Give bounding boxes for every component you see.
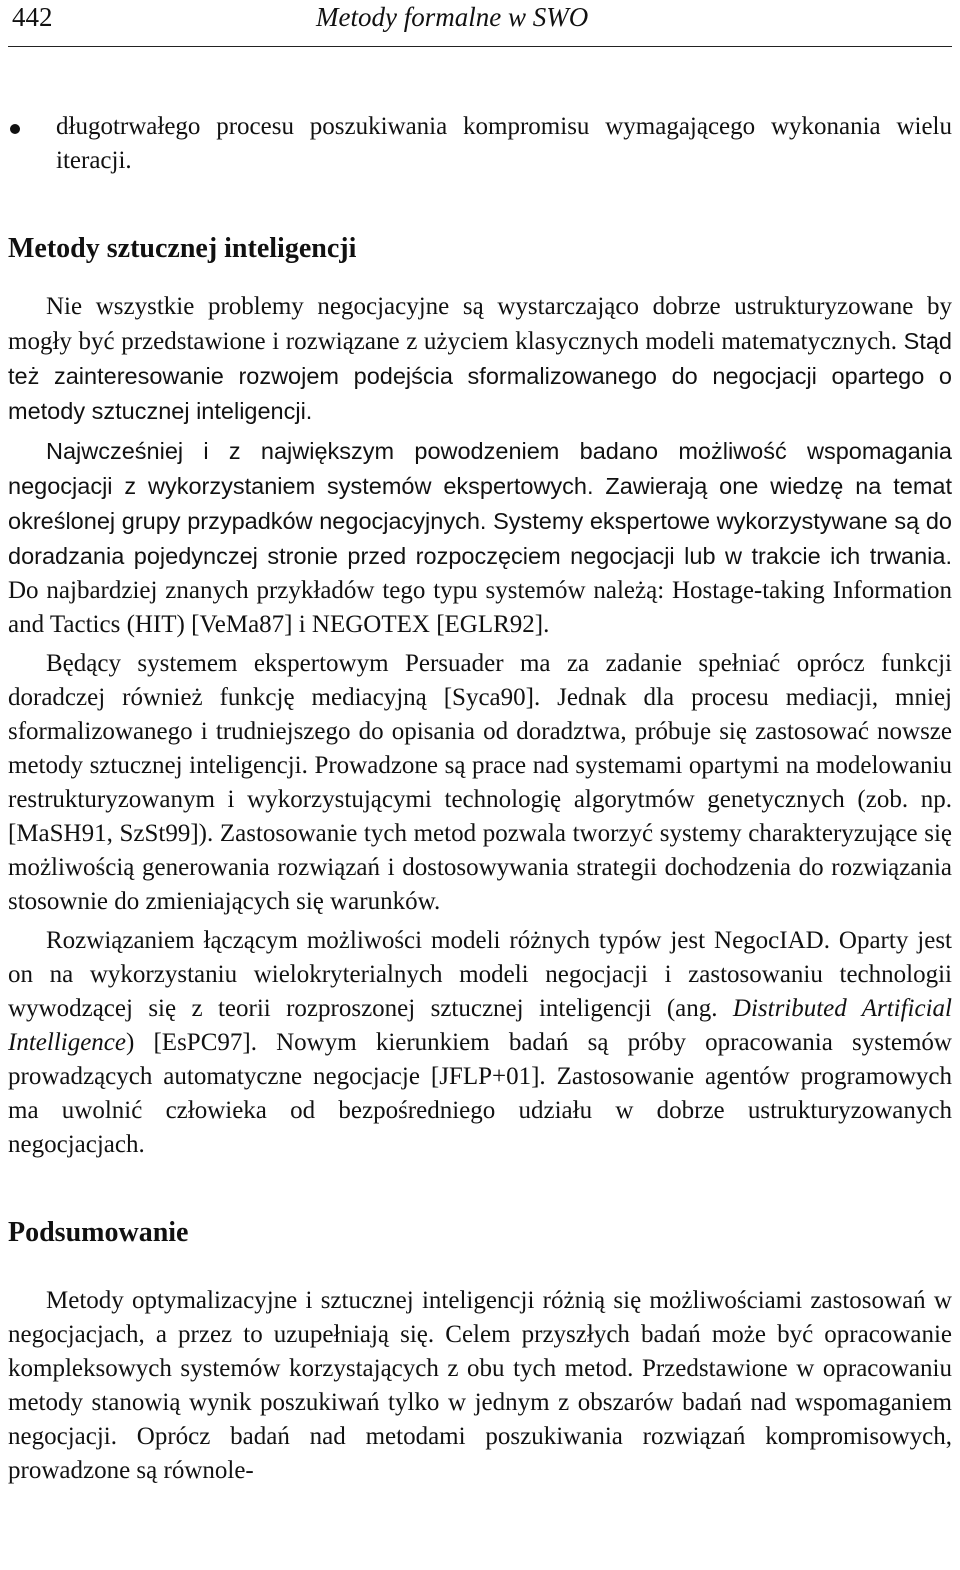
bullet-list-item	[8, 110, 952, 178]
paragraph	[8, 924, 952, 1162]
bullet-text: długotrwałego procesu poszukiwania kompromisu wymagającego wykonania wielu iteracji.	[56, 113, 952, 174]
page-number: 442	[12, 2, 53, 32]
paragraph	[8, 290, 952, 429]
paragraph: Będący systemem ekspertowym Persuader ma za zadanie spełniać oprócz funkcji doradczej również funkcję mediacyjną [Syca90]. Jednak dla procesu mediacji, mniej sformalizowanego i trudniejszego do opisania od doradztwa, próbuje się zastosować nowsze metody sztucznej inteligencji. Prowadzone są prace nad systemami opartymi na modelowaniu restrukturyzowanym i wykorzystującymi technologię algorytmów genetycznych (zob. np. [MaSH91, SzSt99]). Zastosowanie tych metod pozwala tworzyć systemy charakteryzujące się możliwością generowania rozwiązań i dostosowywania strategii dochodzenia do rozwiązania stosownie do zmieniających się warunków.	[8, 650, 952, 915]
running-header	[8, 0, 952, 47]
paragraph	[8, 434, 952, 642]
paragraph-text-sans: Najwcześniej i z największym powodzeniem badano możliwość wspomagania negocjacji z wykorzystaniem systemów ekspertowych. Zawierają one wiedzę na temat określonej grupy przypadków negocjacyjnych. Systemy ekspertowe wykorzystywane są do doradzania pojedynczej stronie przed rozpoczęciem negocjacji lub w trakcie ich trwania.	[8, 438, 952, 569]
paragraph-text: Do najbardziej znanych przykładów tego typu systemów należą: Hostage-taking Information and Tactics (HIT) [VeMa87] i NEGOTEX [EGLR92].	[8, 577, 952, 638]
paragraph-text-sans: Stąd też zainteresowanie rozwojem podejścia sformalizowanego do negocjacji opartego o metody sztucznej inteligencji.	[8, 328, 952, 424]
bullet-icon	[10, 124, 20, 134]
paragraph-text: ) [EsPC97]. Nowym kierunkiem badań są próby opracowania systemów prowadzących automatyczne negocjacje [JFLP+01]. Zastosowanie agentów programowych ma uwolnić człowieka od bezpośredniego udziału w dobrze ustrukturyzowanych negocjacjach.	[8, 1029, 952, 1158]
paragraph-text: Nie wszystkie problemy negocjacyjne są wystarczająco dobrze ustrukturyzowane by mogły być przedstawione i rozwiązane z użyciem klasycznych modeli matematycznych.	[8, 293, 952, 355]
italic-term: Distributed Artificial Intelligence	[8, 995, 952, 1056]
section-heading-summary: Podsumowanie	[8, 1217, 189, 1248]
section-heading-ai-methods: Metody sztucznej inteligencji	[8, 233, 357, 264]
paragraph: Metody optymalizacyjne i sztucznej inteligencji różnią się możliwościami zastosowań w negocjacjach, a przez to uzupełniają się. Celem przyszłych badań może być opracowanie kompleksowych systemów korzystających z obu tych metod. Przedstawione w opracowaniu metody stanowią wynik poszukiwań tylko w jednym z obszarów badań nad wspomaganiem negocjacji. Oprócz badań nad metodami poszukiwania rozwiązań kompromisowych, prowadzone są równole-	[8, 1287, 952, 1484]
page-content	[8, 110, 952, 1488]
paragraph-text: Rozwiązaniem łączącym możliwości modeli różnych typów jest NegocIAD. Oparty jest on na wykorzystaniu wielokryterialnych modeli negocjacji i zastosowaniu technologii wywodzącej się z teorii rozproszonej sztucznej inteligencji (ang.	[8, 927, 952, 1022]
running-title: Metody formalne w SWO	[316, 2, 589, 32]
